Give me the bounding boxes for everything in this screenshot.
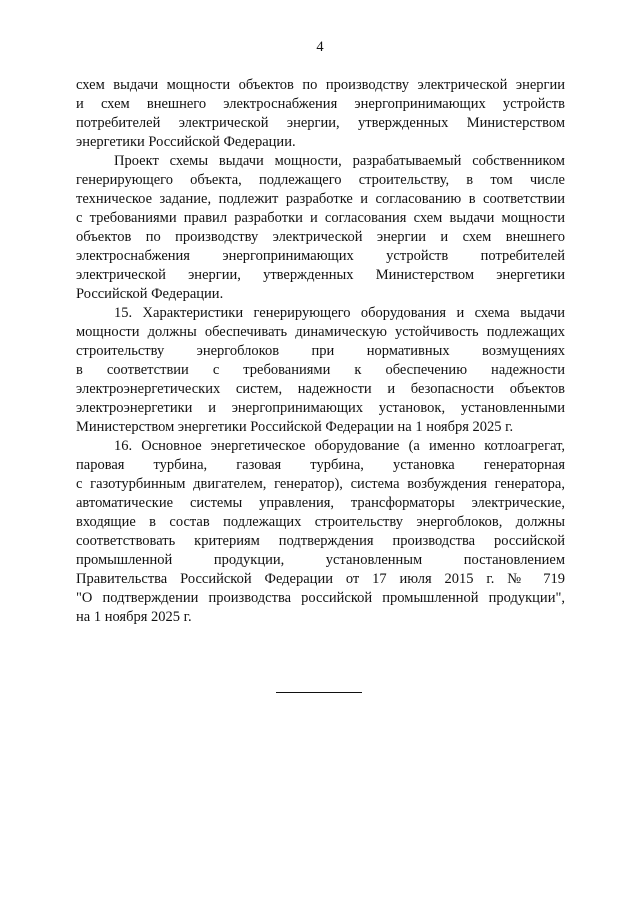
text-line: Проект схемы выдачи мощности, разрабатываемый собственником — [114, 153, 565, 169]
text-line: энергетики Российской Федерации. — [76, 134, 296, 150]
text-line: "О подтверждении производства российской промышленной продукции", — [76, 590, 565, 606]
text-line: соответствовать критериям подтверждения производства российской — [76, 533, 565, 549]
text-line: мощности должны обеспечивать динамическую устойчивость подлежащих — [76, 324, 565, 340]
end-separator-line — [276, 692, 362, 693]
document-body — [76, 76, 565, 627]
text-line: с требованиями правил разработки и согласования схем выдачи мощности — [76, 210, 565, 226]
text-line: объектов по производству электрической энергии и схем внешнего — [76, 229, 565, 245]
text-line: схем выдачи мощности объектов по производству электрической энергии — [76, 77, 565, 93]
text-line: электрической энергии, утвержденных Министерством энергетики — [76, 267, 565, 283]
text-line: генерирующего объекта, подлежащего строительству, в том числе — [76, 172, 565, 188]
text-line: с газотурбинным двигателем, генератор), система возбуждения генератора, — [76, 476, 565, 492]
text-line: Правительства Российской Федерации от 17 июля 2015 г. № 719 — [76, 571, 565, 587]
page-number: 4 — [316, 39, 324, 55]
text-line: Российской Федерации. — [76, 286, 224, 302]
text-line: электроснабжения энергопринимающих устройств потребителей — [76, 248, 565, 264]
text-line: Министерством энергетики Российской Федерации на 1 ноября 2025 г. — [76, 419, 514, 435]
paragraph-power-scheme-project — [76, 152, 565, 304]
text-line: паровая турбина, газовая турбина, установка генераторная — [76, 457, 565, 473]
text-line: 15. Характеристики генерирующего оборудования и схема выдачи — [114, 305, 565, 321]
paragraph-item-16 — [76, 437, 565, 627]
text-line: потребителей электрической энергии, утвержденных Министерством — [76, 115, 565, 131]
text-line: 16. Основное энергетическое оборудование (а именно котлоагрегат, — [114, 438, 565, 454]
paragraph-item-15 — [76, 304, 565, 437]
text-line: и схем внешнего электроснабжения энергопринимающих устройств — [76, 96, 565, 112]
text-line: в соответствии с требованиями к обеспечению надежности — [76, 362, 565, 378]
paragraph-scheme-reference — [76, 76, 565, 152]
text-line: входящие в состав подлежащих строительству энергоблоков, должны — [76, 514, 565, 530]
text-line: электроэнергетики и энергопринимающих установок, установленными — [76, 400, 565, 416]
text-line: техническое задание, подлежит разработке и согласованию в соответствии — [76, 191, 565, 207]
text-line: на 1 ноября 2025 г. — [76, 609, 192, 625]
text-line: автоматические системы управления, трансформаторы электрические, — [76, 495, 565, 511]
text-line: электроэнергетических систем, надежности и безопасности объектов — [76, 381, 565, 397]
text-line: строительству энергоблоков при нормативных возмущениях — [76, 343, 565, 359]
text-line: промышленной продукции, установленным постановлением — [76, 552, 565, 568]
